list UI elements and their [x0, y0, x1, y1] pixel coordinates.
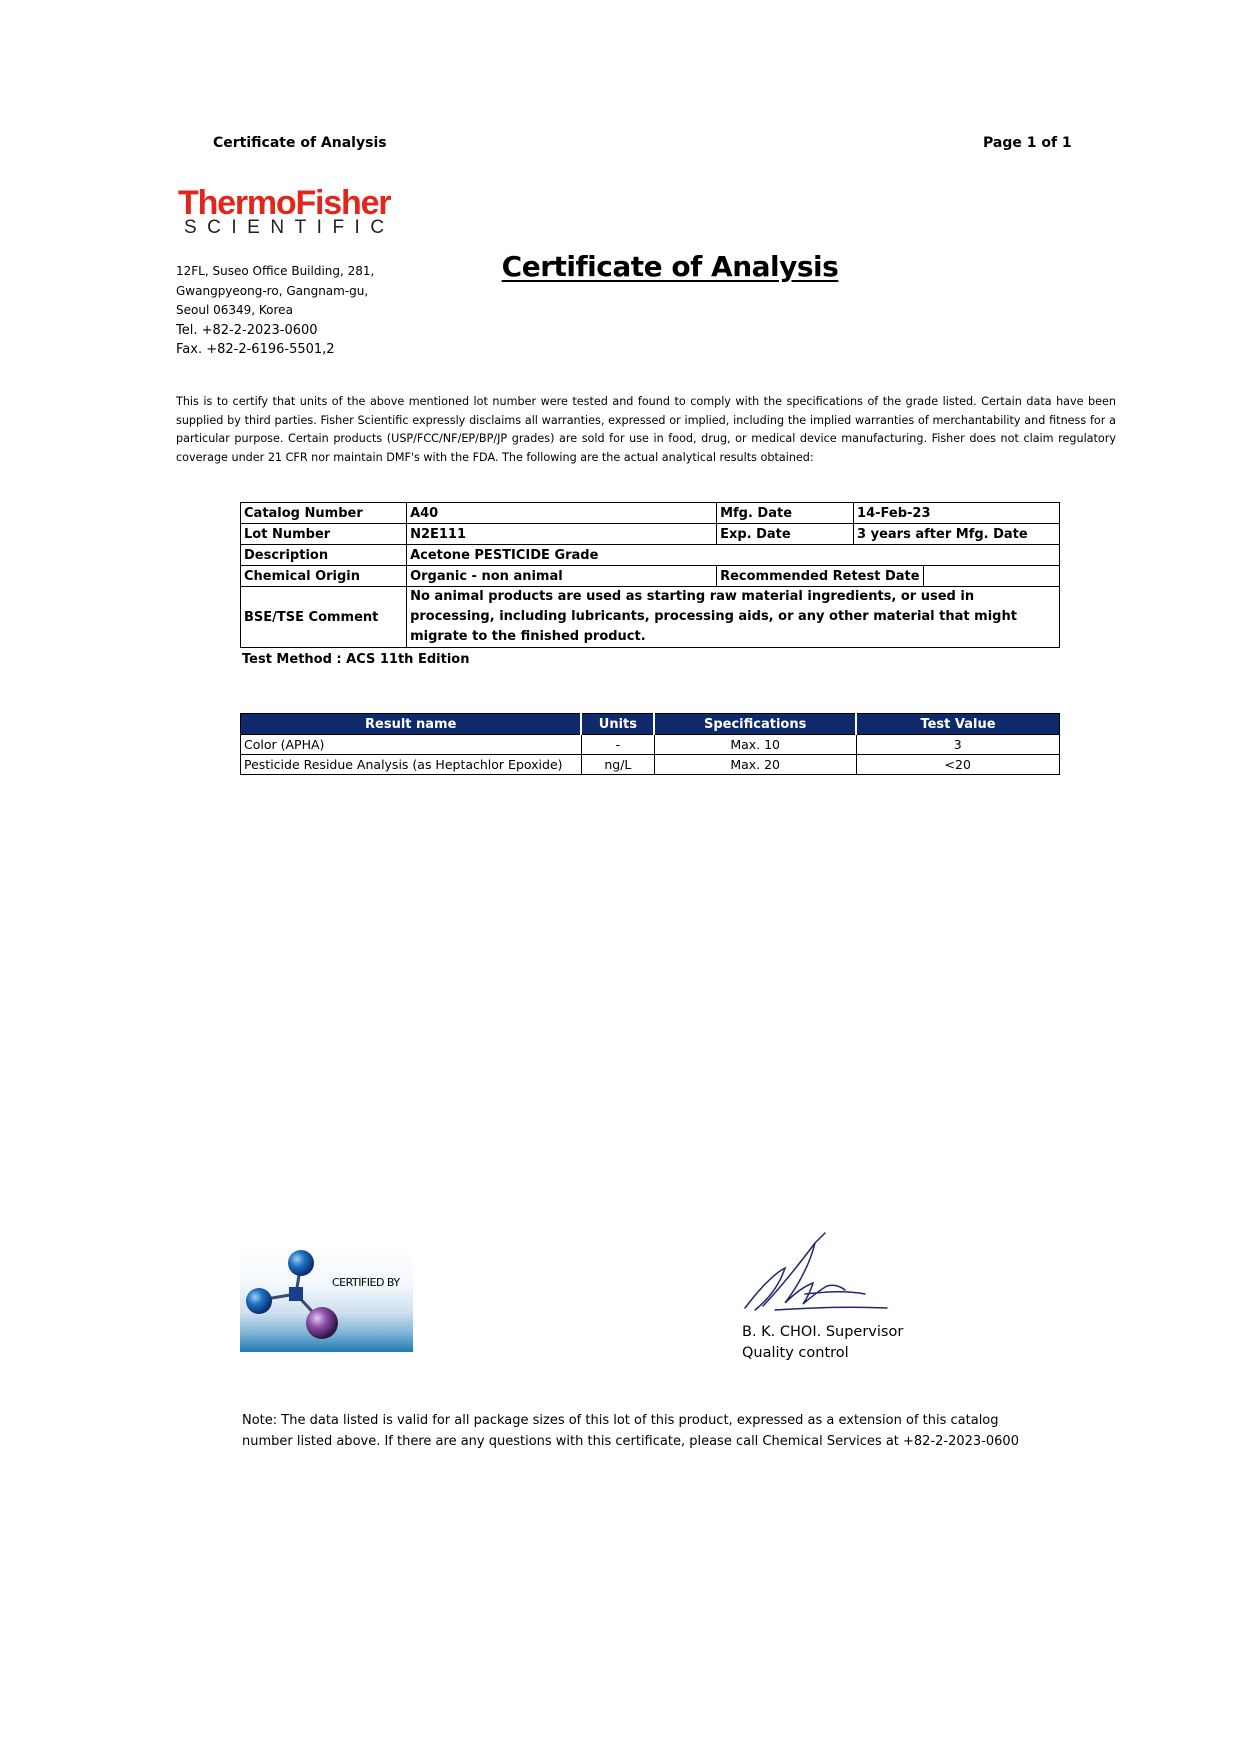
chemical-origin-value: Organic - non animal [407, 566, 717, 587]
info-row-lot [241, 524, 1060, 545]
company-address [176, 262, 374, 360]
info-row-bse [241, 587, 1060, 648]
result-spec: Max. 20 [654, 755, 856, 775]
test-method: Test Method : ACS 11th Edition [242, 652, 470, 667]
fax: Fax. +82-2-6196-5501,2 [176, 342, 335, 357]
address-line-1: 12FL, Suseo Office Building, 281, [176, 264, 375, 278]
table-row [241, 735, 1060, 755]
result-name: Color (APHA) [241, 735, 582, 755]
telephone: Tel. +82-2-2023-0600 [176, 322, 318, 338]
bse-tse-label: BSE/TSE Comment [241, 587, 407, 648]
document-title: Certificate of Analysis [501, 250, 839, 283]
info-row-origin [241, 566, 1060, 587]
column-header-test-value: Test Value [856, 714, 1060, 735]
mfg-date-value: 14-Feb-23 [854, 503, 1060, 524]
molecule-icon [240, 1248, 413, 1352]
retest-date-label: Recommended Retest Date [717, 566, 924, 587]
footer-note: Note: The data listed is valid for all package sizes of this lot of this product, expressed as a extension of this catalog number listed above. If there are any questions with this certificate, please call Chemical Services at +82-2-2023-0600 [242, 1413, 1019, 1449]
results-header-row [241, 714, 1060, 735]
exp-date-label: Exp. Date [717, 524, 854, 545]
results-table [240, 713, 1060, 775]
info-row-catalog [241, 503, 1060, 524]
signatory-name: B. K. CHOI. Supervisor [742, 1324, 904, 1340]
result-spec: Max. 10 [654, 735, 856, 755]
catalog-number-value: A40 [407, 503, 717, 524]
signature-mark [715, 1228, 925, 1318]
thermofisher-logo-wordmark: ThermoFisher [178, 184, 391, 222]
chemical-origin-label: Chemical Origin [241, 566, 407, 587]
retest-date-value [923, 566, 1059, 587]
certified-by-text: CERTIFIED BY [332, 1276, 400, 1289]
result-value: 3 [856, 735, 1060, 755]
bse-tse-comment: No animal products are used as starting raw material ingredients, or used in processing, including lubricants, processing aids, or any other material that might migrate to the finished product. [407, 587, 1060, 648]
address-line-3: Seoul 06349, Korea [176, 303, 293, 317]
mfg-date-label: Mfg. Date [717, 503, 854, 524]
description-value: Acetone PESTICIDE Grade [407, 545, 1060, 566]
catalog-number-label: Catalog Number [241, 503, 407, 524]
exp-date-value: 3 years after Mfg. Date [854, 524, 1060, 545]
header-doc-label: Certificate of Analysis [213, 135, 387, 151]
result-units: ng/L [581, 755, 654, 775]
result-value: <20 [856, 755, 1060, 775]
result-units: - [581, 735, 654, 755]
column-header-specifications: Specifications [654, 714, 856, 735]
description-label: Description [241, 545, 407, 566]
certification-badge [240, 1248, 413, 1352]
signatory-department: Quality control [742, 1345, 849, 1361]
product-info-table [240, 502, 1060, 648]
column-header-result-name: Result name [241, 714, 582, 735]
address-line-2: Gwangpyeong-ro, Gangnam-gu, [176, 283, 369, 298]
page-number: Page 1 of 1 [983, 135, 1072, 151]
info-row-description [241, 545, 1060, 566]
result-name: Pesticide Residue Analysis (as Heptachlor Epoxide) [241, 755, 582, 775]
scientific-logo-wordmark: SCIENTIFIC [184, 217, 395, 238]
signatory [742, 1322, 903, 1364]
lot-number-label: Lot Number [241, 524, 407, 545]
certification-statement: This is to certify that units of the above mentioned lot number were tested and found to comply with the specifications of the grade listed. Certain data have been supplied by third parties. Fisher Scientific expressly disclaims all warranties, expressed or implied, including the implied warranties of merchantability and fitness for a particular purpose. Certain products (USP/FCC/NF/EP/BP/JP grades) are sold for use in food, drug, or medical device manufacturing. Fisher does not claim regulatory coverage under 21 CFR nor maintain DMF's with the FDA. The following are the actual analytical results obtained: [176, 395, 1116, 464]
table-row [241, 755, 1060, 775]
lot-number-value: N2E111 [407, 524, 717, 545]
column-header-units: Units [581, 714, 654, 735]
